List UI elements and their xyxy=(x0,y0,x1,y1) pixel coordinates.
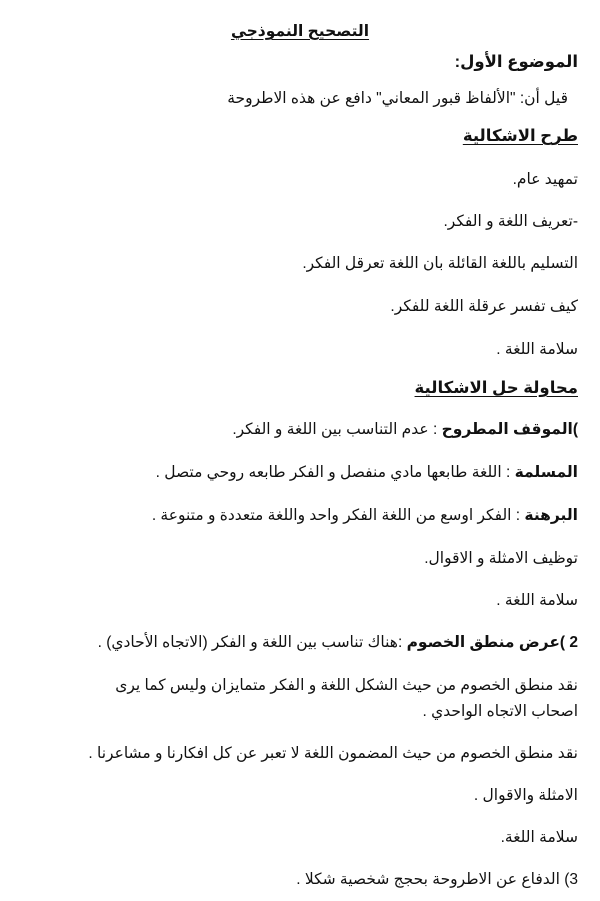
problem-heading: طرح الاشكالية xyxy=(462,127,578,145)
intro-line: كيف تفسر عرقلة اللغة للفكر. xyxy=(390,298,578,315)
position-prefix: ) xyxy=(572,421,578,438)
intro-line: تمهيد عام. xyxy=(512,171,578,188)
language-line: سلامة اللغة. xyxy=(500,829,578,846)
opponents-number: 2 ) xyxy=(559,634,578,651)
language-line: سلامة اللغة . xyxy=(496,592,578,609)
position-text: عدم التناسب بين اللغة و الفكر. xyxy=(232,421,429,438)
position-label: الموقف المطروح xyxy=(441,421,573,438)
document-title: التصحيح النموذجي xyxy=(230,23,370,40)
examples-line: الامثلة والاقوال . xyxy=(473,787,578,804)
opponents-label: عرض منطق الخصوم xyxy=(406,634,560,651)
critique-form-line: اصحاب الاتجاه الواحدي . xyxy=(422,703,578,720)
topic-statement: قيل أن: "الألفاظ قبور المعاني" دافع عن هذه الاطروحة xyxy=(227,90,568,107)
proof-line: البرهنة : الفكر اوسع من اللغة الفكر واحد واللغة متعددة و متنوعة . xyxy=(151,507,578,524)
examples-line: توظيف الامثلة و الاقوال. xyxy=(424,550,578,567)
intro-line: التسليم باللغة القائلة بان اللغة تعرقل الفكر. xyxy=(302,255,578,272)
critique-content-line: نقد منطق الخصوم من حيث المضمون اللغة لا تعبر عن كل افكارنا و مشاعرنا . xyxy=(88,745,578,762)
intro-line: -تعريف اللغة و الفكر. xyxy=(443,213,578,230)
premise-text: اللغة طابعها مادي منفصل و الفكر طابعه روحي متصل . xyxy=(155,464,502,481)
position-line: )الموقف المطروح : عدم التناسب بين اللغة و الفكر. xyxy=(232,421,578,438)
topic-heading: الموضوع الأول: xyxy=(454,53,578,71)
intro-line: سلامة اللغة . xyxy=(496,341,578,358)
premise-label: المسلمة xyxy=(514,464,578,481)
critique-form-line: نقد منطق الخصوم من حيث الشكل اللغة و الفكر متمايزان وليس كما يرى xyxy=(115,677,578,694)
opponents-line: 2 )عرض منطق الخصوم :هناك تناسب بين اللغة و الفكر (الاتجاه الأحادي) . xyxy=(97,634,578,651)
premise-line: المسلمة : اللغة طابعها مادي منفصل و الفكر طابعه روحي متصل . xyxy=(155,464,578,481)
proof-text: الفكر اوسع من اللغة الفكر واحد واللغة متعددة و متنوعة . xyxy=(151,507,512,524)
proof-label: البرهنة xyxy=(524,507,578,524)
opponents-text: هناك تناسب بين اللغة و الفكر (الاتجاه الأحادي) . xyxy=(97,634,398,651)
solution-heading: محاولة حل الاشكالية xyxy=(414,379,578,397)
defense-line: 3) الدفاع عن الاطروحة بحجج شخصية شكلا . xyxy=(296,871,578,888)
